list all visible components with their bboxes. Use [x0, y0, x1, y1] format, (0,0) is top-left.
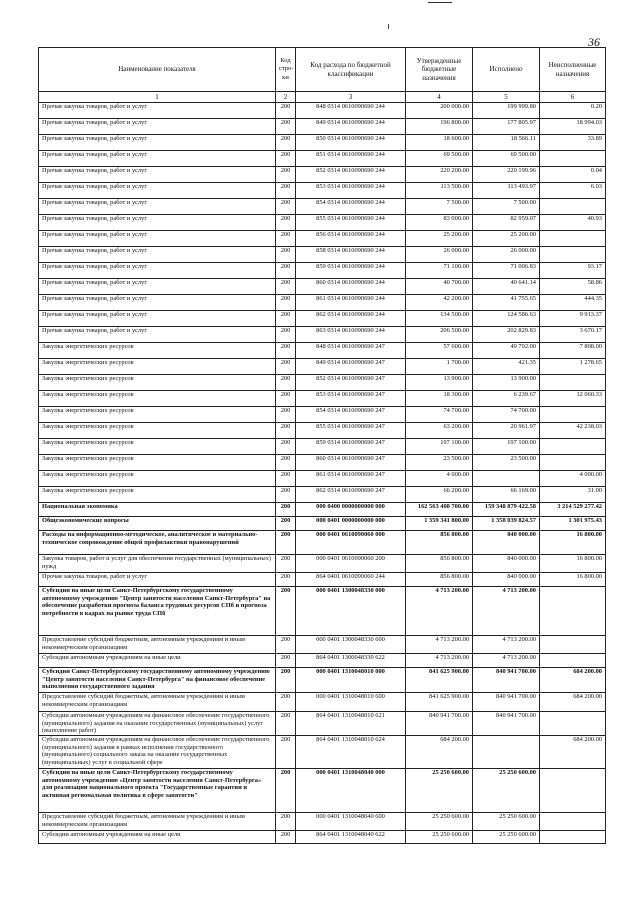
row-name: Прочая закупка товаров, работ и услуг: [39, 231, 276, 247]
row-approved: 856 800.00: [406, 555, 473, 573]
row-line-code: 200: [276, 103, 296, 119]
row-unexecuted: [540, 439, 606, 455]
row-executed: 113 493.97: [473, 183, 540, 199]
row-budget-code: 855 0314 0610090690 247: [296, 423, 406, 439]
row-name: Прочая закупка товаров, работ и услуг: [39, 183, 276, 199]
row-unexecuted: 16 800.00: [540, 531, 606, 555]
row-budget-code: 864 0401 1300048330 622: [296, 654, 406, 668]
row-unexecuted: 0.04: [540, 167, 606, 183]
row-name: Закупка энергетических ресурсов: [39, 423, 276, 439]
table-row: [39, 183, 606, 199]
row-unexecuted: [540, 151, 606, 167]
top-mark: [428, 2, 452, 3]
row-executed: 74 700.00: [473, 407, 540, 423]
row-line-code: 200: [276, 736, 296, 769]
row-executed: 69 500.00: [473, 151, 540, 167]
row-approved: 83 000.00: [406, 215, 473, 231]
row-line-code: 200: [276, 423, 296, 439]
row-budget-code: 000 0401 1310048040 000: [296, 769, 406, 813]
row-executed: 18 566.11: [473, 135, 540, 151]
row-line-code: 200: [276, 231, 296, 247]
row-name: Закупка товаров, работ и услуг для обеспечения государственных (муниципальных) нужд: [39, 555, 276, 573]
table-row: [39, 119, 606, 135]
row-executed: 4 713 200.00: [473, 636, 540, 654]
row-approved: 841 625 900.00: [406, 693, 473, 712]
column-number-row: [39, 92, 606, 103]
row-name: Прочая закупка товаров, работ и услуг: [39, 135, 276, 151]
row-line-code: 200: [276, 327, 296, 343]
row-executed: 26 000.00: [473, 247, 540, 263]
row-executed: 49 792.00: [473, 343, 540, 359]
row-name: Прочая закупка товаров, работ и услуг: [39, 263, 276, 279]
table-row: [39, 813, 606, 831]
row-line-code: 200: [276, 813, 296, 831]
row-name: Прочая закупка товаров, работ и услуг: [39, 311, 276, 327]
row-name: Субсидии Санкт-Петербургскому государственному автономному учреждению "Центр занятости населения Санкт-Петербурга" на финансовое обеспечение выполнения государственного задания: [39, 668, 276, 693]
row-name: Прочая закупка товаров, работ и услуг: [39, 119, 276, 135]
row-approved: 841 625 900.00: [406, 668, 473, 693]
row-budget-code: 864 0401 1310048040 622: [296, 831, 406, 844]
row-line-code: 200: [276, 311, 296, 327]
row-line-code: 200: [276, 199, 296, 215]
row-unexecuted: 58.86: [540, 279, 606, 295]
row-approved: 200 000.00: [406, 103, 473, 119]
row-unexecuted: [540, 831, 606, 844]
row-approved: 197 100.00: [406, 439, 473, 455]
table-row: [39, 375, 606, 391]
row-approved: 1 700.00: [406, 359, 473, 375]
row-line-code: 200: [276, 359, 296, 375]
row-unexecuted: 0.20: [540, 103, 606, 119]
table-row: [39, 736, 606, 769]
row-line-code: 200: [276, 531, 296, 555]
table-row: [39, 215, 606, 231]
row-line-code: 200: [276, 487, 296, 503]
column-number: 3: [296, 92, 406, 103]
row-executed: 25 250 600.00: [473, 813, 540, 831]
table-row: [39, 343, 606, 359]
row-unexecuted: [540, 375, 606, 391]
row-name: Закупка энергетических ресурсов: [39, 455, 276, 471]
column-number: 1: [39, 92, 276, 103]
row-line-code: 200: [276, 215, 296, 231]
row-unexecuted: 18 994.03: [540, 119, 606, 135]
row-name: Прочая закупка товаров, работ и услуг: [39, 215, 276, 231]
row-approved: 25 250 600.00: [406, 831, 473, 844]
row-approved: 113 500.00: [406, 183, 473, 199]
column-number: 4: [406, 92, 473, 103]
row-line-code: 200: [276, 769, 296, 813]
header-budget-code: Код расхода по бюджетной классификации: [296, 48, 406, 92]
row-unexecuted: 4 000.00: [540, 471, 606, 487]
row-approved: 134 500.00: [406, 311, 473, 327]
row-budget-code: 000 0401 0610090060 200: [296, 555, 406, 573]
row-name: Субсидии на иные цели Санкт-Петербургскому государственному автономному учреждению "Центр занятости населения Санкт-Петербурга" на обеспечение разработки прогноза баланса трудовых ресурсов СПб и прогноза потребности в кадрах на рынке труда СПб: [39, 587, 276, 636]
row-name: Субсидии на иные цели Санкт-Петербургскому государственному автономному учреждению «Центр занятости населения Санкт-Петербурга» для реализации национального проекта "Государственные гарантии и активная региональная политика в сфере занятости": [39, 769, 276, 813]
header-unexecuted: Неисполненные назначения: [540, 48, 606, 92]
row-unexecuted: [540, 813, 606, 831]
row-executed: 66 169.00: [473, 487, 540, 503]
row-name: Общеэкономические вопросы: [39, 517, 276, 531]
row-name: Национальная экономика: [39, 503, 276, 517]
row-approved: 162 563 408 700.00: [406, 503, 473, 517]
row-name: Прочая закупка товаров, работ и услуг: [39, 199, 276, 215]
row-line-code: 200: [276, 503, 296, 517]
row-unexecuted: 1 301 975.43: [540, 517, 606, 531]
table-row: [39, 359, 606, 375]
row-approved: 25 250 600.00: [406, 813, 473, 831]
row-unexecuted: 684 200.00: [540, 736, 606, 769]
row-line-code: 200: [276, 831, 296, 844]
row-name: Субсидии автономным учреждениям на финансовое обеспечение государственного (муниципального) задания в рамках исполнения государственного (муниципального) социального заказа на оказание государственных (муниципальных) услуг в социальной сфере: [39, 736, 276, 769]
row-unexecuted: 40.93: [540, 215, 606, 231]
table-row: [39, 769, 606, 813]
header-name: Наименование показателя: [39, 48, 276, 92]
row-executed: 40 641.14: [473, 279, 540, 295]
row-budget-code: 859 0314 0610090690 247: [296, 439, 406, 455]
row-unexecuted: [540, 654, 606, 668]
row-unexecuted: [540, 199, 606, 215]
table-row: [39, 471, 606, 487]
table-row: [39, 517, 606, 531]
row-budget-code: 859 0314 0610090690 244: [296, 263, 406, 279]
row-budget-code: 000 0401 1310048040 600: [296, 813, 406, 831]
header-executed: Исполнено: [473, 48, 540, 92]
table-row: [39, 503, 606, 517]
table-row: [39, 247, 606, 263]
table-row: [39, 439, 606, 455]
row-name: Прочая закупка товаров, работ и услуг: [39, 295, 276, 311]
table-row: [39, 654, 606, 668]
row-approved: 196 800.00: [406, 119, 473, 135]
row-budget-code: 861 0314 0610090690 244: [296, 295, 406, 311]
row-executed: 6 239.67: [473, 391, 540, 407]
row-unexecuted: 684 200.00: [540, 668, 606, 693]
table-row: [39, 831, 606, 844]
row-unexecuted: 3 670.17: [540, 327, 606, 343]
row-unexecuted: [540, 712, 606, 736]
header-approved: Утвержденные бюджетные назначения: [406, 48, 473, 92]
row-budget-code: 864 0401 1310048010 624: [296, 736, 406, 769]
row-name: Расходы на информационно-методическое, аналитическое и материально-техническое сопровождение общей профилактики правонарушений: [39, 531, 276, 555]
row-executed: 840 941 700.00: [473, 712, 540, 736]
row-name: Субсидии автономным учреждениям на иные цели: [39, 654, 276, 668]
row-approved: 4 713 200.00: [406, 636, 473, 654]
row-line-code: 200: [276, 636, 296, 654]
row-executed: 840 000.00: [473, 555, 540, 573]
row-name: Закупка энергетических ресурсов: [39, 375, 276, 391]
table-row: [39, 555, 606, 573]
row-budget-code: 000 0401 0610090060 000: [296, 531, 406, 555]
table-row: [39, 279, 606, 295]
row-line-code: 200: [276, 407, 296, 423]
table-row: [39, 199, 606, 215]
row-name: Закупка энергетических ресурсов: [39, 391, 276, 407]
row-line-code: 200: [276, 693, 296, 712]
table-row: [39, 455, 606, 471]
row-budget-code: 858 0314 0610090690 244: [296, 247, 406, 263]
row-executed: 202 829.83: [473, 327, 540, 343]
row-unexecuted: 9 913.37: [540, 311, 606, 327]
row-approved: 220 200.00: [406, 167, 473, 183]
row-executed: 177 805.97: [473, 119, 540, 135]
row-budget-code: 860 0314 0610090690 247: [296, 455, 406, 471]
row-budget-code: 861 0314 0610090690 247: [296, 471, 406, 487]
row-approved: 18 300.00: [406, 391, 473, 407]
row-unexecuted: 684 200.00: [540, 693, 606, 712]
page-number: 36: [588, 35, 600, 49]
row-unexecuted: 1 278.65: [540, 359, 606, 375]
row-budget-code: 851 0314 0610090690 244: [296, 151, 406, 167]
row-executed: 220 199.96: [473, 167, 540, 183]
row-executed: 23 500.00: [473, 455, 540, 471]
row-unexecuted: 6.03: [540, 183, 606, 199]
row-name: Прочая закупка товаров, работ и услуг: [39, 279, 276, 295]
row-budget-code: 000 0401 1310048010 000: [296, 668, 406, 693]
row-name: Закупка энергетических ресурсов: [39, 407, 276, 423]
row-approved: 26 000.00: [406, 247, 473, 263]
row-executed: 840 941 700.00: [473, 668, 540, 693]
row-approved: 856 800.00: [406, 573, 473, 587]
row-approved: 684 200.00: [406, 736, 473, 769]
row-unexecuted: [540, 455, 606, 471]
row-executed: 840 941 700.00: [473, 693, 540, 712]
row-budget-code: 862 0314 0610090690 247: [296, 487, 406, 503]
row-line-code: 200: [276, 135, 296, 151]
row-budget-code: 852 0314 0610090690 244: [296, 167, 406, 183]
row-line-code: 200: [276, 295, 296, 311]
table-row: [39, 135, 606, 151]
row-name: Закупка энергетических ресурсов: [39, 343, 276, 359]
table-row: [39, 693, 606, 712]
row-approved: 63 200.00: [406, 423, 473, 439]
row-name: Закупка энергетических ресурсов: [39, 471, 276, 487]
row-unexecuted: 7 808.00: [540, 343, 606, 359]
row-name: Прочая закупка товаров, работ и услуг: [39, 573, 276, 587]
row-budget-code: 848 0314 0610090690 244: [296, 103, 406, 119]
table-row: [39, 151, 606, 167]
row-unexecuted: [540, 587, 606, 636]
table-row: [39, 167, 606, 183]
row-line-code: 200: [276, 375, 296, 391]
row-executed: 1 358 039 824.57: [473, 517, 540, 531]
row-budget-code: 864 0401 1310048010 621: [296, 712, 406, 736]
row-unexecuted: 93.17: [540, 263, 606, 279]
row-budget-code: 000 0400 0000000000 000: [296, 503, 406, 517]
table-row: [39, 103, 606, 119]
row-approved: 66 200.00: [406, 487, 473, 503]
row-name: Прочая закупка товаров, работ и услуг: [39, 151, 276, 167]
row-unexecuted: [540, 231, 606, 247]
row-unexecuted: [540, 247, 606, 263]
row-approved: 840 941 700.00: [406, 712, 473, 736]
table-row: [39, 423, 606, 439]
row-budget-code: 860 0314 0610090690 244: [296, 279, 406, 295]
table-row: [39, 487, 606, 503]
row-executed: 25 200.00: [473, 231, 540, 247]
row-name: Субсидии автономным учреждениям на финансовое обеспечение государственного (муниципального) задания на оказание государственных (муниципальных) услуг (выполнение работ): [39, 712, 276, 736]
row-approved: 4 713 200.00: [406, 654, 473, 668]
row-executed: 7 500.00: [473, 199, 540, 215]
row-line-code: 200: [276, 247, 296, 263]
row-budget-code: 000 0401 0000000000 000: [296, 517, 406, 531]
row-executed: 20 961.97: [473, 423, 540, 439]
row-executed: 840 000.00: [473, 573, 540, 587]
row-line-code: 200: [276, 183, 296, 199]
row-executed: 4 713 200.00: [473, 587, 540, 636]
row-name: Субсидии автономным учреждениям на иные цели: [39, 831, 276, 844]
scan-mark: [388, 24, 389, 29]
row-line-code: 200: [276, 668, 296, 693]
row-name: Предоставление субсидий бюджетным, автономным учреждениям и иным некоммерческим организациям: [39, 636, 276, 654]
row-budget-code: 849 0314 0610090690 244: [296, 119, 406, 135]
row-budget-code: 850 0314 0610090690 244: [296, 135, 406, 151]
row-executed: 421.35: [473, 359, 540, 375]
row-line-code: 200: [276, 555, 296, 573]
row-line-code: 200: [276, 167, 296, 183]
table-row: [39, 407, 606, 423]
row-name: Закупка энергетических ресурсов: [39, 439, 276, 455]
row-unexecuted: 42 238.03: [540, 423, 606, 439]
row-executed: [473, 471, 540, 487]
row-unexecuted: [540, 769, 606, 813]
row-approved: 40 700.00: [406, 279, 473, 295]
row-budget-code: 853 0314 0610090690 247: [296, 391, 406, 407]
column-number: 5: [473, 92, 540, 103]
table-row: [39, 263, 606, 279]
row-line-code: 200: [276, 343, 296, 359]
row-approved: 4 713 200.00: [406, 587, 473, 636]
row-budget-code: 853 0314 0610090690 244: [296, 183, 406, 199]
row-budget-code: 852 0314 0610090690 247: [296, 375, 406, 391]
row-name: Закупка энергетических ресурсов: [39, 359, 276, 375]
row-approved: 7 500.00: [406, 199, 473, 215]
column-number: 6: [540, 92, 606, 103]
row-approved: 25 250 600.00: [406, 769, 473, 813]
table-row: [39, 668, 606, 693]
row-budget-code: 855 0314 0610090690 244: [296, 215, 406, 231]
table-body: [39, 103, 606, 844]
row-name: Прочая закупка товаров, работ и услуг: [39, 167, 276, 183]
row-budget-code: 854 0314 0610090690 247: [296, 407, 406, 423]
row-budget-code: 863 0314 0610090690 244: [296, 327, 406, 343]
row-executed: 25 250 600.00: [473, 831, 540, 844]
row-line-code: 200: [276, 712, 296, 736]
row-line-code: 200: [276, 263, 296, 279]
row-line-code: 200: [276, 391, 296, 407]
table-row: [39, 573, 606, 587]
row-name: Предоставление субсидий бюджетным, автономным учреждениям и иным некоммерческим организациям: [39, 693, 276, 712]
row-approved: 206 500.00: [406, 327, 473, 343]
row-executed: 41 755.65: [473, 295, 540, 311]
row-executed: 82 959.07: [473, 215, 540, 231]
table-row: [39, 531, 606, 555]
row-executed: 13 900.00: [473, 375, 540, 391]
row-budget-code: 864 0401 0610090060 244: [296, 573, 406, 587]
row-budget-code: 854 0314 0610090690 244: [296, 199, 406, 215]
header-row: [39, 48, 606, 92]
row-approved: 42 200.00: [406, 295, 473, 311]
table-row: [39, 712, 606, 736]
row-name: Закупка энергетических ресурсов: [39, 487, 276, 503]
row-approved: 13 900.00: [406, 375, 473, 391]
row-unexecuted: [540, 407, 606, 423]
row-approved: 74 700.00: [406, 407, 473, 423]
row-executed: 197 100.00: [473, 439, 540, 455]
row-budget-code: 000 0401 1310048010 600: [296, 693, 406, 712]
row-unexecuted: 33.89: [540, 135, 606, 151]
row-approved: 1 359 341 800.00: [406, 517, 473, 531]
header-line-code: Код стро-ки: [276, 48, 296, 92]
row-unexecuted: 16 800.00: [540, 573, 606, 587]
row-executed: 199 999.80: [473, 103, 540, 119]
row-name: Прочая закупка товаров, работ и услуг: [39, 327, 276, 343]
row-line-code: 200: [276, 455, 296, 471]
row-unexecuted: 16 800.00: [540, 555, 606, 573]
row-approved: 69 500.00: [406, 151, 473, 167]
row-executed: 4 713 200.00: [473, 654, 540, 668]
column-number: 2: [276, 92, 296, 103]
row-approved: 23 500.00: [406, 455, 473, 471]
row-executed: 124 586.63: [473, 311, 540, 327]
row-budget-code: 849 0314 0610090690 247: [296, 359, 406, 375]
row-line-code: 200: [276, 573, 296, 587]
budget-execution-table: [38, 47, 606, 844]
table-row: [39, 311, 606, 327]
row-executed: [473, 736, 540, 769]
row-executed: 25 250 600.00: [473, 769, 540, 813]
row-budget-code: 000 0401 1300048330 600: [296, 636, 406, 654]
row-budget-code: 848 0314 0610090690 247: [296, 343, 406, 359]
row-approved: 57 600.00: [406, 343, 473, 359]
table-row: [39, 327, 606, 343]
row-budget-code: 856 0314 0610090690 244: [296, 231, 406, 247]
table-row: [39, 636, 606, 654]
row-line-code: 200: [276, 654, 296, 668]
row-executed: 71 006.83: [473, 263, 540, 279]
row-line-code: 200: [276, 517, 296, 531]
row-name: Прочая закупка товаров, работ и услуг: [39, 247, 276, 263]
row-executed: 159 348 879 422.58: [473, 503, 540, 517]
table-row: [39, 295, 606, 311]
row-line-code: 200: [276, 471, 296, 487]
row-line-code: 200: [276, 119, 296, 135]
row-budget-code: 862 0314 0610090690 244: [296, 311, 406, 327]
row-unexecuted: [540, 636, 606, 654]
row-unexecuted: 12 060.33: [540, 391, 606, 407]
row-executed: 840 000.00: [473, 531, 540, 555]
table-row: [39, 391, 606, 407]
row-unexecuted: 3 214 529 277.42: [540, 503, 606, 517]
row-line-code: 200: [276, 587, 296, 636]
table-row: [39, 587, 606, 636]
row-name: Прочая закупка товаров, работ и услуг: [39, 103, 276, 119]
row-approved: 25 200.00: [406, 231, 473, 247]
row-line-code: 200: [276, 279, 296, 295]
row-unexecuted: 31.00: [540, 487, 606, 503]
row-approved: 71 100.00: [406, 263, 473, 279]
row-line-code: 200: [276, 439, 296, 455]
row-line-code: 200: [276, 151, 296, 167]
row-approved: 856 800.00: [406, 531, 473, 555]
table-row: [39, 231, 606, 247]
row-unexecuted: 444.35: [540, 295, 606, 311]
row-approved: 4 000.00: [406, 471, 473, 487]
row-name: Предоставление субсидий бюджетным, автономным учреждениям и иным некоммерческим организациям: [39, 813, 276, 831]
row-approved: 18 600.00: [406, 135, 473, 151]
row-budget-code: 000 0401 1300048330 000: [296, 587, 406, 636]
